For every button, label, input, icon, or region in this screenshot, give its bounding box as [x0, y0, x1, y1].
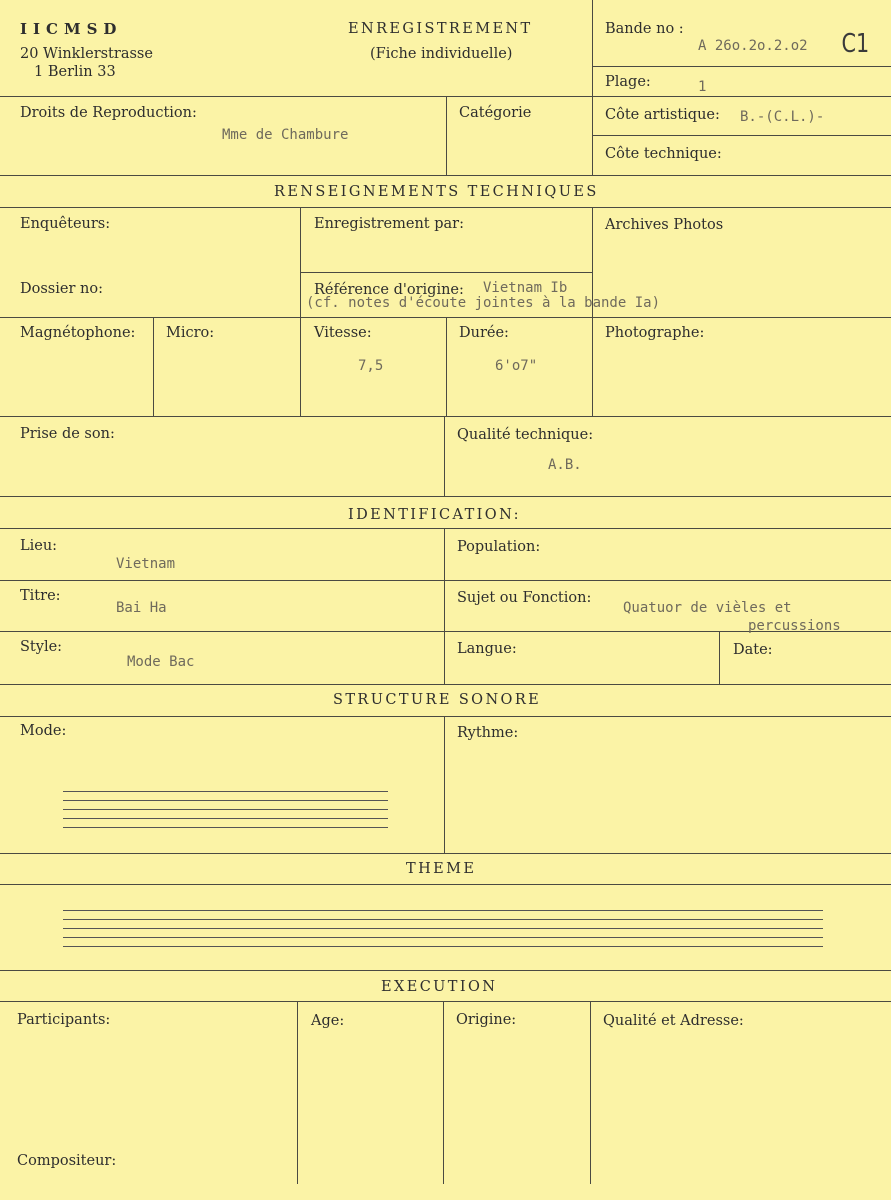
- theme-staff-line: [63, 946, 823, 947]
- rule-row3-top: [0, 416, 891, 417]
- mode-label: Mode:: [20, 723, 67, 739]
- style-label: Style:: [20, 639, 63, 655]
- rule-vitesse-left: [300, 317, 301, 416]
- bande-handwritten: C1: [841, 29, 870, 59]
- vitesse-label: Vitesse:: [314, 325, 372, 341]
- reference-value-line1: Vietnam Ib: [483, 280, 568, 296]
- rule-ident-mid: [444, 528, 445, 684]
- mode-staff-line: [63, 800, 388, 801]
- bande-value: A 26o.2o.2.o2: [698, 38, 808, 54]
- participants-label: Participants:: [17, 1012, 111, 1028]
- dossier-label: Dossier no:: [20, 281, 103, 297]
- lieu-value: Vietnam: [116, 556, 176, 572]
- address-line-2: 1 Berlin 33: [34, 64, 116, 80]
- form-subtitle: (Fiche individuelle): [370, 46, 513, 62]
- rule-ident-top: [0, 496, 891, 497]
- droits-label: Droits de Reproduction:: [20, 105, 197, 121]
- theme-staff-line: [63, 910, 823, 911]
- sujet-value-line1: Quatuor de vièles et: [623, 600, 792, 616]
- age-label: Age:: [311, 1013, 345, 1029]
- rule-tech-title-bottom: [0, 207, 891, 208]
- mode-staff-line: [63, 827, 388, 828]
- rule-duree-left: [446, 317, 447, 416]
- org-logo: IICMSD: [20, 20, 123, 38]
- rule-date-left: [719, 631, 720, 684]
- theme-staff-line: [63, 919, 823, 920]
- magnetophone-label: Magnétophone:: [20, 325, 136, 341]
- rule-qualite-adresse-left: [590, 1001, 591, 1184]
- rule-qualite-left: [444, 416, 445, 496]
- tech-section-title: RENSEIGNEMENTS TECHNIQUES: [274, 184, 599, 200]
- cote-technique-label: Côte technique:: [605, 146, 722, 162]
- cote-artistique-value: B.-(C.L.)-: [740, 109, 825, 125]
- structure-section-title: STRUCTURE SONORE: [333, 692, 542, 708]
- duree-label: Durée:: [459, 325, 509, 341]
- enqueteurs-label: Enquêteurs:: [20, 216, 111, 232]
- prise-de-son-label: Prise de son:: [20, 426, 115, 442]
- qualite-technique-value: A.B.: [548, 457, 582, 473]
- mode-staff-line: [63, 791, 388, 792]
- archives-photos-label: Archives Photos: [605, 217, 724, 233]
- rule-execution-title-bottom: [0, 1001, 891, 1002]
- langue-label: Langue:: [457, 641, 517, 657]
- rule-tech-col2: [300, 207, 301, 317]
- origine-label: Origine:: [456, 1012, 517, 1028]
- rule-plage-top: [592, 66, 891, 67]
- categorie-label: Catégorie: [459, 105, 532, 121]
- rule-header-right: [592, 0, 593, 175]
- qualite-adresse-label: Qualité et Adresse:: [603, 1013, 744, 1029]
- rule-theme-top: [0, 853, 891, 854]
- rule-origine-left: [443, 1001, 444, 1184]
- theme-staff-line: [63, 928, 823, 929]
- rule-structure-top: [0, 684, 891, 685]
- compositeur-label: Compositeur:: [17, 1153, 117, 1169]
- reference-value-line2: (cf. notes d'écoute jointes à la bande Ia): [306, 295, 661, 311]
- sujet-value-line2: percussions: [748, 618, 841, 634]
- execution-section-title: EXECUTION: [381, 979, 498, 995]
- lieu-label: Lieu:: [20, 538, 58, 554]
- form-title: ENREGISTREMENT: [348, 21, 533, 37]
- cote-artistique-label: Côte artistique:: [605, 107, 720, 123]
- vitesse-value: 7,5: [358, 358, 384, 374]
- rule-ident-title-bottom: [0, 528, 891, 529]
- rule-tech-top: [0, 175, 891, 176]
- mode-staff-line: [63, 809, 388, 810]
- sujet-label: Sujet ou Fonction:: [457, 590, 592, 606]
- rule-cote-split: [592, 135, 891, 136]
- duree-value: 6'o7": [495, 358, 538, 374]
- rule-photographe-left: [592, 317, 593, 416]
- droits-value: Mme de Chambure: [222, 127, 349, 143]
- mode-staff-line: [63, 818, 388, 819]
- address-line-1: 20 Winklerstrasse: [20, 46, 153, 62]
- rule-titre-top: [0, 580, 891, 581]
- titre-label: Titre:: [20, 588, 61, 604]
- micro-label: Micro:: [166, 325, 215, 341]
- photographe-label: Photographe:: [605, 325, 705, 341]
- population-label: Population:: [457, 539, 541, 555]
- rule-structure-mid: [444, 716, 445, 853]
- theme-section-title: THEME: [406, 861, 477, 877]
- style-value: Mode Bac: [127, 654, 195, 670]
- rule-execution-top: [0, 970, 891, 971]
- rule-micro-left: [153, 317, 154, 416]
- plage-label: Plage:: [605, 74, 651, 90]
- titre-value: Bai Ha: [116, 600, 167, 616]
- rythme-label: Rythme:: [457, 725, 519, 741]
- rule-enreg-bottom: [300, 272, 592, 273]
- rule-theme-title-bottom: [0, 884, 891, 885]
- rule-structure-title-bottom: [0, 716, 891, 717]
- date-label: Date:: [733, 642, 773, 658]
- enregistrement-par-label: Enregistrement par:: [314, 216, 464, 232]
- rule-categorie-left: [446, 96, 447, 175]
- plage-value: 1: [698, 79, 707, 95]
- theme-staff-line: [63, 937, 823, 938]
- qualite-technique-label: Qualité technique:: [457, 427, 594, 443]
- bande-label: Bande no :: [605, 21, 684, 37]
- ident-section-title: IDENTIFICATION:: [348, 507, 521, 523]
- reference-label: Référence d'origine:: [314, 282, 464, 298]
- rule-age-left: [297, 1001, 298, 1184]
